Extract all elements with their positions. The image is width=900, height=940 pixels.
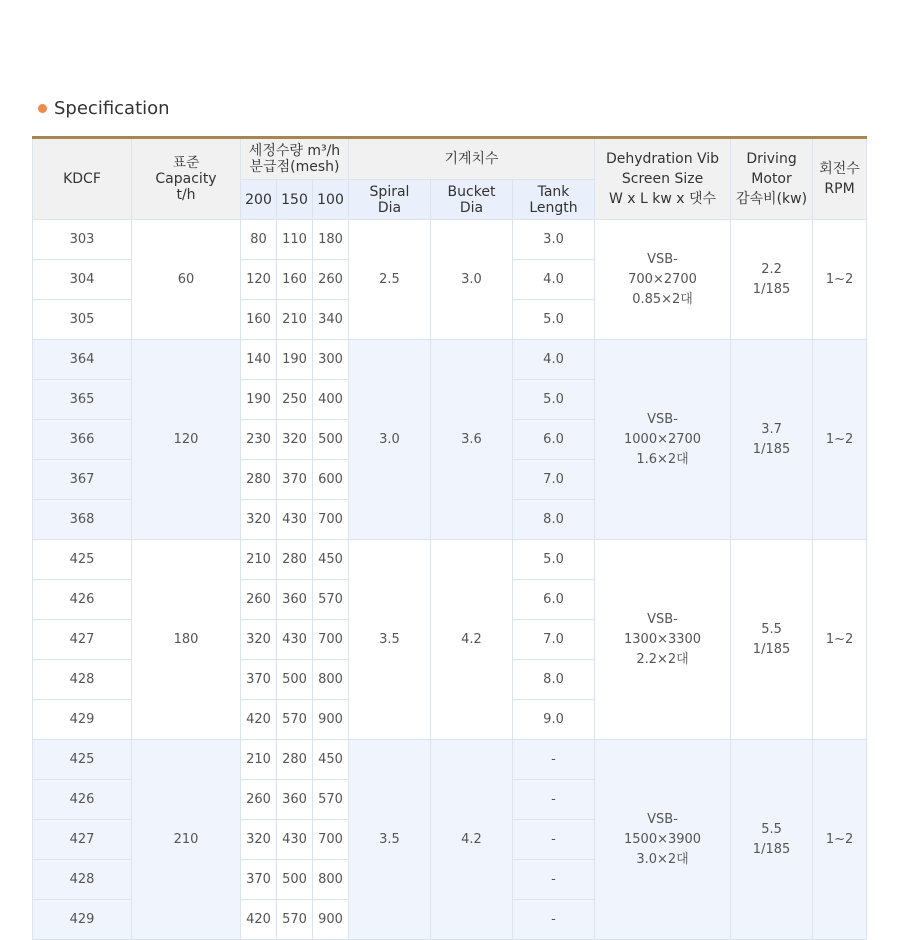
table-row	[33, 340, 867, 380]
cell-m200: 370	[241, 860, 277, 900]
cell-tank: 8.0	[513, 500, 595, 540]
group-120	[33, 340, 867, 540]
header-mesh-150: 150	[277, 180, 313, 220]
cell-m200: 280	[241, 460, 277, 500]
cell-motor: 3.7 1/185	[731, 340, 813, 540]
bullet-dot-icon	[38, 104, 47, 113]
cell-capacity: 60	[132, 220, 241, 340]
cell-m100: 800	[313, 660, 349, 700]
cell-motor: 5.5 1/185	[731, 540, 813, 740]
cell-m150: 370	[277, 460, 313, 500]
cell-bucket: 4.2	[431, 540, 513, 740]
cell-m200: 370	[241, 660, 277, 700]
cell-capacity: 180	[132, 540, 241, 740]
cell-m100: 340	[313, 300, 349, 340]
cell-tank: 5.0	[513, 540, 595, 580]
cell-m100: 500	[313, 420, 349, 460]
cell-m150: 210	[277, 300, 313, 340]
cell-screen: VSB- 1000×2700 1.6×2대	[595, 340, 731, 540]
cell-capacity: 210	[132, 740, 241, 940]
cell-m100: 570	[313, 580, 349, 620]
cell-model: 305	[33, 300, 132, 340]
cell-model: 304	[33, 260, 132, 300]
cell-model: 303	[33, 220, 132, 260]
cell-model: 428	[33, 660, 132, 700]
cell-tank: 4.0	[513, 260, 595, 300]
cell-model: 426	[33, 580, 132, 620]
group-180	[33, 540, 867, 740]
cell-tank: -	[513, 860, 595, 900]
cell-bucket: 3.6	[431, 340, 513, 540]
cell-tank: 7.0	[513, 620, 595, 660]
cell-m200: 230	[241, 420, 277, 460]
group-210	[33, 740, 867, 940]
cell-motor: 2.2 1/185	[731, 220, 813, 340]
cell-bucket: 4.2	[431, 740, 513, 940]
section-title-text: Specification	[54, 97, 170, 119]
cell-m150: 430	[277, 500, 313, 540]
cell-m150: 430	[277, 820, 313, 860]
cell-model: 429	[33, 900, 132, 940]
cell-motor: 5.5 1/185	[731, 740, 813, 940]
cell-model: 365	[33, 380, 132, 420]
cell-m200: 320	[241, 620, 277, 660]
cell-rpm: 1~2	[813, 740, 867, 940]
cell-m200: 210	[241, 740, 277, 780]
header-model: KDCF	[33, 138, 132, 220]
cell-m200: 420	[241, 700, 277, 740]
header-wash-water: 세정수량 m³/h 분급점(mesh)	[241, 138, 349, 180]
cell-m150: 570	[277, 700, 313, 740]
cell-m200: 320	[241, 500, 277, 540]
cell-tank: 4.0	[513, 340, 595, 380]
cell-m200: 120	[241, 260, 277, 300]
cell-m100: 700	[313, 500, 349, 540]
cell-spiral: 3.5	[349, 740, 431, 940]
cell-rpm: 1~2	[813, 340, 867, 540]
cell-spiral: 3.0	[349, 340, 431, 540]
cell-tank: 5.0	[513, 380, 595, 420]
cell-m200: 260	[241, 780, 277, 820]
cell-tank: 7.0	[513, 460, 595, 500]
cell-model: 427	[33, 620, 132, 660]
cell-tank: 8.0	[513, 660, 595, 700]
cell-m100: 450	[313, 540, 349, 580]
group-60	[33, 220, 867, 340]
cell-m150: 280	[277, 540, 313, 580]
cell-tank: -	[513, 740, 595, 780]
cell-tank: 3.0	[513, 220, 595, 260]
header-spiral-dia: Spiral Dia	[349, 180, 431, 220]
header-tank-length: Tank Length	[513, 180, 595, 220]
cell-spiral: 3.5	[349, 540, 431, 740]
cell-m150: 250	[277, 380, 313, 420]
cell-tank: -	[513, 820, 595, 860]
cell-m200: 190	[241, 380, 277, 420]
table-header	[33, 138, 867, 220]
header-screen-size: Dehydration Vib Screen Size W x L kw x 댓수	[595, 138, 731, 220]
cell-m150: 190	[277, 340, 313, 380]
cell-m200: 210	[241, 540, 277, 580]
cell-tank: 6.0	[513, 580, 595, 620]
cell-screen: VSB- 700×2700 0.85×2대	[595, 220, 731, 340]
cell-m100: 400	[313, 380, 349, 420]
header-capacity: 표준 Capacity t/h	[132, 138, 241, 220]
cell-model: 425	[33, 740, 132, 780]
cell-rpm: 1~2	[813, 540, 867, 740]
cell-model: 428	[33, 860, 132, 900]
cell-tank: -	[513, 780, 595, 820]
cell-m150: 500	[277, 660, 313, 700]
header-driving-motor: Driving Motor 감속비(kw)	[731, 138, 813, 220]
cell-model: 367	[33, 460, 132, 500]
cell-screen: VSB- 1500×3900 3.0×2대	[595, 740, 731, 940]
cell-spiral: 2.5	[349, 220, 431, 340]
cell-bucket: 3.0	[431, 220, 513, 340]
cell-model: 427	[33, 820, 132, 860]
cell-m100: 700	[313, 820, 349, 860]
cell-tank: 5.0	[513, 300, 595, 340]
cell-m150: 570	[277, 900, 313, 940]
table-row	[33, 220, 867, 260]
cell-m200: 140	[241, 340, 277, 380]
cell-model: 426	[33, 780, 132, 820]
section-title	[38, 96, 170, 120]
cell-m100: 300	[313, 340, 349, 380]
cell-model: 366	[33, 420, 132, 460]
header-mesh-200: 200	[241, 180, 277, 220]
cell-model: 429	[33, 700, 132, 740]
cell-m100: 180	[313, 220, 349, 260]
cell-m150: 430	[277, 620, 313, 660]
header-mesh-100: 100	[313, 180, 349, 220]
cell-m100: 600	[313, 460, 349, 500]
cell-m100: 450	[313, 740, 349, 780]
cell-m100: 800	[313, 860, 349, 900]
cell-tank: -	[513, 900, 595, 940]
cell-capacity: 120	[132, 340, 241, 540]
table-row	[33, 740, 867, 780]
cell-m100: 570	[313, 780, 349, 820]
cell-m100: 700	[313, 620, 349, 660]
cell-m200: 420	[241, 900, 277, 940]
cell-screen: VSB- 1300×3300 2.2×2대	[595, 540, 731, 740]
cell-model: 425	[33, 540, 132, 580]
header-rpm: 회전수 RPM	[813, 138, 867, 220]
cell-tank: 9.0	[513, 700, 595, 740]
cell-m200: 260	[241, 580, 277, 620]
cell-model: 368	[33, 500, 132, 540]
cell-model: 364	[33, 340, 132, 380]
cell-m150: 500	[277, 860, 313, 900]
header-bucket-dia: Bucket Dia	[431, 180, 513, 220]
cell-m150: 360	[277, 780, 313, 820]
cell-m100: 900	[313, 700, 349, 740]
cell-m150: 110	[277, 220, 313, 260]
header-dimensions: 기계치수	[349, 138, 595, 180]
cell-tank: 6.0	[513, 420, 595, 460]
cell-m150: 160	[277, 260, 313, 300]
spec-table	[32, 136, 867, 940]
cell-rpm: 1~2	[813, 220, 867, 340]
table-row	[33, 540, 867, 580]
cell-m150: 280	[277, 740, 313, 780]
cell-m150: 320	[277, 420, 313, 460]
cell-m100: 900	[313, 900, 349, 940]
cell-m100: 260	[313, 260, 349, 300]
cell-m200: 160	[241, 300, 277, 340]
cell-m200: 320	[241, 820, 277, 860]
cell-m200: 80	[241, 220, 277, 260]
cell-m150: 360	[277, 580, 313, 620]
